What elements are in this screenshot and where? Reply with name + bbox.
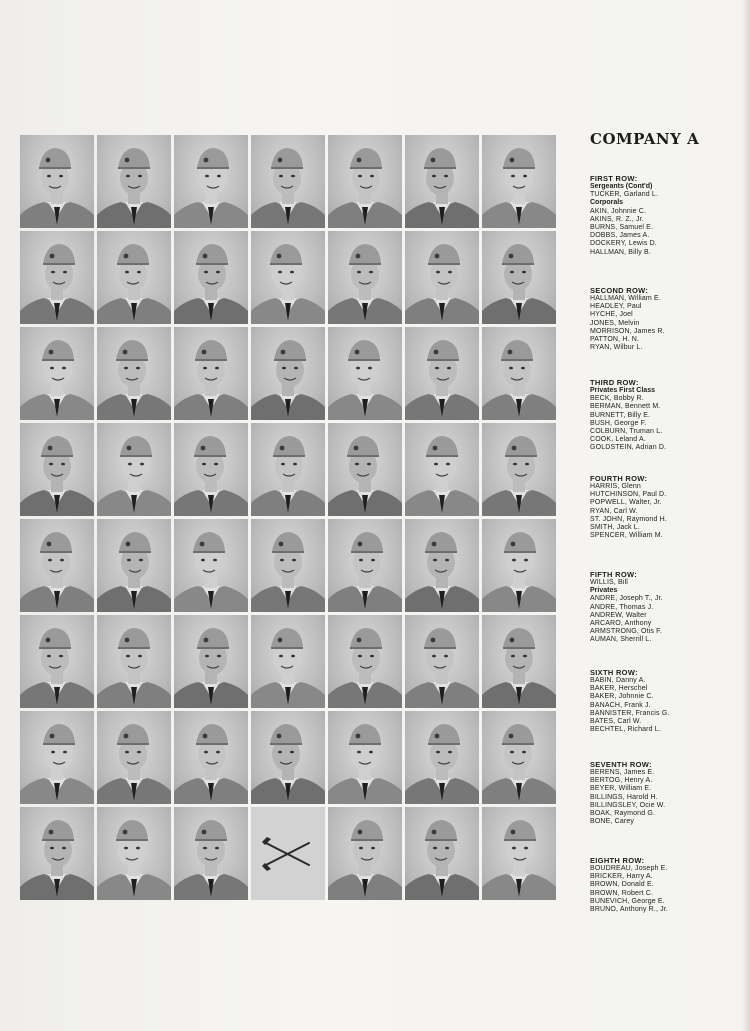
soldier-portrait <box>482 615 556 708</box>
soldier-portrait <box>20 615 94 708</box>
soldier-portrait <box>251 615 325 708</box>
soldier-portrait <box>20 519 94 612</box>
roster-name: HEADLEY, Paul <box>590 303 642 311</box>
roster-name: PATTON, H. N. <box>590 336 640 344</box>
roster-name: ARCARO, Anthony <box>590 620 652 628</box>
roster-name: BONE, Carey <box>590 818 635 826</box>
roster-name: RYAN, Carl W. <box>590 507 638 515</box>
roster-name: BOUDREAU, Joseph E. <box>590 865 668 872</box>
soldier-portrait <box>97 711 171 804</box>
soldier-portrait <box>405 231 479 324</box>
roster-name: BEYER, William E. <box>590 785 652 793</box>
soldier-portrait <box>251 231 325 324</box>
roster-name: BROWN, Robert C. <box>590 889 654 897</box>
roster-row-3 <box>590 378 666 453</box>
roster-row-4 <box>590 474 667 540</box>
soldier-portrait <box>328 231 402 324</box>
soldier-portrait <box>174 807 248 900</box>
soldier-portrait <box>328 807 402 900</box>
soldier-portrait <box>97 327 171 420</box>
roster-name: BRUNO, Anthony R., Jr. <box>590 906 668 914</box>
roster-name: DOCKERY, Lewis D. <box>590 240 657 248</box>
roster-name: BURNETT, Billy E. <box>590 411 651 419</box>
portrait-grid <box>20 135 556 900</box>
row-heading: FOURTH ROW: <box>590 474 648 483</box>
soldier-portrait <box>174 519 248 612</box>
roster-name: BAKER, Johnnie C. <box>590 693 654 701</box>
roster-name: BATES, Carl W. <box>590 718 642 726</box>
roster-name: ANDRE, Joseph T., Jr. <box>590 595 663 603</box>
roster-name: AKINS, R. Z., Jr. <box>590 215 644 223</box>
roster-row-7 <box>590 760 665 826</box>
roster-name: BECK, Bobby R. <box>590 395 644 403</box>
roster-name: SPENCER, William M. <box>590 532 663 540</box>
soldier-portrait <box>174 423 248 516</box>
roster-name: SMITH, Jack L. <box>590 524 640 532</box>
soldier-portrait <box>482 327 556 420</box>
soldier-portrait <box>251 327 325 420</box>
roster-name: BERMAN, Bennett M. <box>590 403 661 411</box>
roster-name: BILLINGS, Harold H. <box>590 793 658 801</box>
soldier-portrait <box>405 807 479 900</box>
roster-name: ARMSTRONG, Otis F. <box>590 628 662 636</box>
crossed-rifles-icon <box>251 807 325 900</box>
soldier-portrait <box>328 519 402 612</box>
soldier-portrait <box>482 231 556 324</box>
row-heading: SEVENTH ROW: <box>590 760 652 769</box>
soldier-portrait <box>482 711 556 804</box>
roster-row-8 <box>590 856 668 914</box>
roster-name: BERTOG, Henry A. <box>590 777 653 785</box>
rank-heading: Privates First Class <box>590 387 655 394</box>
roster-name: ANDRE, Thomas J. <box>590 603 654 611</box>
soldier-portrait <box>20 327 94 420</box>
soldier-portrait <box>20 807 94 900</box>
soldier-portrait <box>97 519 171 612</box>
soldier-portrait <box>97 135 171 228</box>
row-heading: FIRST ROW: <box>590 174 638 183</box>
soldier-portrait <box>482 135 556 228</box>
soldier-portrait <box>20 423 94 516</box>
soldier-portrait <box>405 615 479 708</box>
roster-name: COLBURN, Truman L. <box>590 428 663 436</box>
rank-heading: Privates <box>590 587 618 595</box>
roster-name: MORRISON, James R. <box>590 327 665 335</box>
roster-name: JONES, Melvin <box>590 319 640 327</box>
soldier-portrait <box>328 327 402 420</box>
roster-row-2 <box>590 286 665 352</box>
soldier-portrait <box>482 807 556 900</box>
soldier-portrait <box>405 135 479 228</box>
soldier-portrait <box>174 135 248 228</box>
soldier-portrait <box>251 519 325 612</box>
rank-heading: Corporals <box>590 199 624 207</box>
soldier-portrait <box>174 711 248 804</box>
roster-name: GOLDSTEIN, Adrian D. <box>590 444 667 452</box>
rank-heading: Sergeants (Cont'd) <box>590 183 653 190</box>
roster-sidebar <box>590 130 745 914</box>
roster-name: BOAK, Raymond G. <box>590 810 656 818</box>
roster-name: AKIN, Johnnie C. <box>590 207 647 215</box>
roster-name: HUTCHINSON, Paul D. <box>590 491 667 499</box>
roster-name: BABIN, Danny A. <box>590 677 646 684</box>
soldier-portrait <box>251 135 325 228</box>
roster-name: HALLMAN, William E. <box>590 295 661 302</box>
soldier-portrait <box>97 231 171 324</box>
roster-name: ST. JOHN, Raymond H. <box>590 515 667 523</box>
soldier-portrait <box>174 615 248 708</box>
soldier-portrait <box>20 231 94 324</box>
roster-name: BILLINGSLEY, Ocie W. <box>590 801 666 809</box>
roster-name: RYAN, Wilbur L. <box>590 344 643 352</box>
roster-name: DOBBS, James A. <box>590 232 650 240</box>
roster-name: BAKER, Herschel <box>590 685 648 693</box>
row-heading: FIFTH ROW: <box>590 570 638 579</box>
roster-row-1 <box>590 174 658 257</box>
roster-row-6 <box>590 668 669 734</box>
soldier-portrait <box>328 615 402 708</box>
roster-row-5 <box>590 570 663 645</box>
row-heading: SIXTH ROW: <box>590 668 638 677</box>
roster-name: BRICKER, Harry A. <box>590 873 653 881</box>
roster-name: TUCKER, Garland L. <box>590 191 659 199</box>
soldier-portrait <box>20 135 94 228</box>
row-heading: EIGHTH ROW: <box>590 856 645 865</box>
soldier-portrait <box>251 423 325 516</box>
roster-name: BANACH, Frank J. <box>590 701 651 709</box>
soldier-portrait <box>405 711 479 804</box>
roster-name: HALLMAN, Billy B. <box>590 248 651 256</box>
row-heading: SECOND ROW: <box>590 286 649 295</box>
roster-name: BECHTEL, Richard L. <box>590 726 661 734</box>
soldier-portrait <box>328 423 402 516</box>
soldier-portrait <box>174 231 248 324</box>
soldier-portrait <box>251 711 325 804</box>
soldier-portrait <box>328 135 402 228</box>
soldier-portrait <box>405 327 479 420</box>
roster-name: BROWN, Donald E. <box>590 881 654 889</box>
roster-name: HYCHE, Joel <box>590 311 633 319</box>
roster-name: BUNEVICH, George E. <box>590 897 665 905</box>
soldier-portrait <box>174 327 248 420</box>
soldier-portrait <box>405 519 479 612</box>
row-heading: THIRD ROW: <box>590 378 639 387</box>
roster-name: WILLIS, Bill <box>590 579 628 586</box>
soldier-portrait <box>97 807 171 900</box>
roster-name: COOK, Leland A. <box>590 436 646 444</box>
soldier-portrait <box>20 711 94 804</box>
roster-name: HARRIS, Glenn <box>590 483 641 490</box>
soldier-portrait <box>97 423 171 516</box>
soldier-portrait <box>405 423 479 516</box>
soldier-portrait <box>482 519 556 612</box>
roster-name: BURNS, Samuel E. <box>590 224 654 232</box>
roster-name: POPWELL, Walter, Jr. <box>590 499 662 507</box>
soldier-portrait <box>328 711 402 804</box>
roster-name: AUMAN, Sherrill L. <box>590 636 652 644</box>
roster-name: BERENS, James E. <box>590 769 655 776</box>
roster-name: BUSH, George F. <box>590 419 647 427</box>
soldier-portrait <box>482 423 556 516</box>
roster-name: BANNISTER, Francis G. <box>590 709 670 717</box>
company-title: COMPANY A <box>590 130 700 148</box>
soldier-portrait <box>97 615 171 708</box>
roster-name: ANDREW, Walter <box>590 611 647 619</box>
